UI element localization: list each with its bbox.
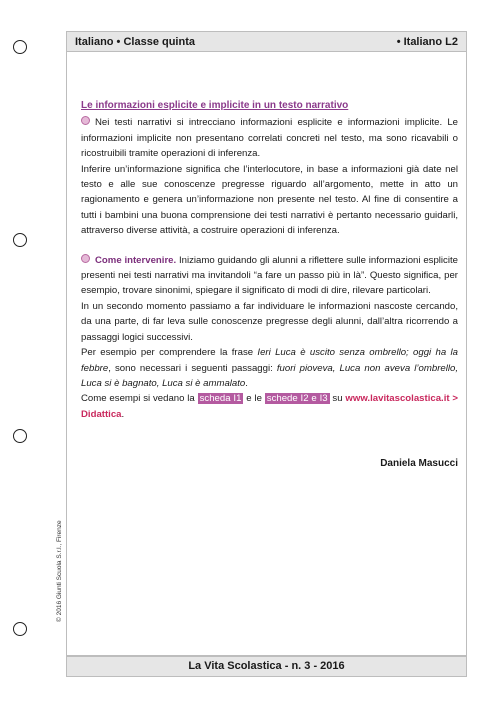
paragraph-1: Nei testi narrativi si intrecciano informazioni esplicite e informazioni implicite. Le informazioni implicite non presentano correlati concreti nel testo, ma sono ricavabili o ricostruibili tramite operazioni di inferenza. [81, 117, 458, 160]
bullet-dot-icon [81, 254, 90, 263]
header-subject: Italiano • Classe quinta [75, 36, 195, 48]
paragraph-3: Come intervenire. Iniziamo guidando gli alunni a riflettere sulle informazioni esplicite presenti nei testi narrativi ma invitandoli “a fare un passo più in là”. Questo significa, per esempio, trovare sinonimi, spiegare il significato di modi di dire, rilevare particolari. [81, 254, 458, 297]
example-sentence: Ieri Luca è uscito senza ombrello; oggi ha la febbre [81, 347, 459, 374]
paragraph-5: Per esempio per comprendere la frase Ieri Luca è uscito senza ombrello; oggi ha la febbre, sono necessari i seguenti passaggi: fuori pioveva, Luca non aveva l’ombrello, Luca si è bagnato, Luca si è ammalato. [81, 347, 459, 389]
binder-hole-4 [13, 622, 27, 636]
article-title: Le informazioni esplicite e implicite in un testo narrativo [81, 100, 349, 111]
bullet-dot-icon [81, 116, 90, 125]
inference-steps: fuori pioveva, Luca non aveva l’ombrello, Luca si è bagnato, Luca si è ammalato [81, 362, 458, 389]
paragraph-2: Inferire un’informazione significa che l’interlocutore, in base a informazioni già date nel testo e alle sue conoscenze pregresse riguardo all’argomento, mette in atto un ragionamento e genera un’informazione non presente nel testo. Al fine di consentire a tutti i bambini una buona comprensione dei testi narrativi è pertanto necessario guidarli, attraverso diverse attività, a costruire operazioni di inferenza. [81, 163, 458, 237]
scheda-i1-badge: scheda I1 [199, 393, 242, 405]
page-footer: La Vita Scolastica - n. 3 - 2016 [66, 656, 467, 677]
schede-i2-i3-badge: schede I2 e I3 [266, 393, 328, 405]
article-body [81, 98, 458, 422]
author-signature: Daniela Masucci [380, 458, 458, 469]
website-link[interactable]: www.lavitascolastica.it > Didattica [81, 393, 459, 420]
binder-hole-1 [13, 40, 27, 54]
binder-hole-3 [13, 429, 27, 443]
copyright-note: © 2016 Giunti Scuola S.r.l., Firenze [56, 520, 63, 622]
section-lead: Come intervenire. [95, 254, 177, 266]
paragraph-6: Come esempi si vedano la scheda I1 e le schede I2 e I3 su www.lavitascolastica.it > Didattica. [81, 393, 459, 420]
page-header [66, 31, 467, 52]
binder-hole-2 [13, 233, 27, 247]
header-section: • Italiano L2 [396, 36, 458, 48]
paragraph-4: In un secondo momento passiamo a far individuare le informazioni nascoste cercando, da una parte, di far leva sulle conoscenze pregresse degli alunni, dall’altra ricorrendo a passaggi logici successivi. [81, 300, 458, 343]
